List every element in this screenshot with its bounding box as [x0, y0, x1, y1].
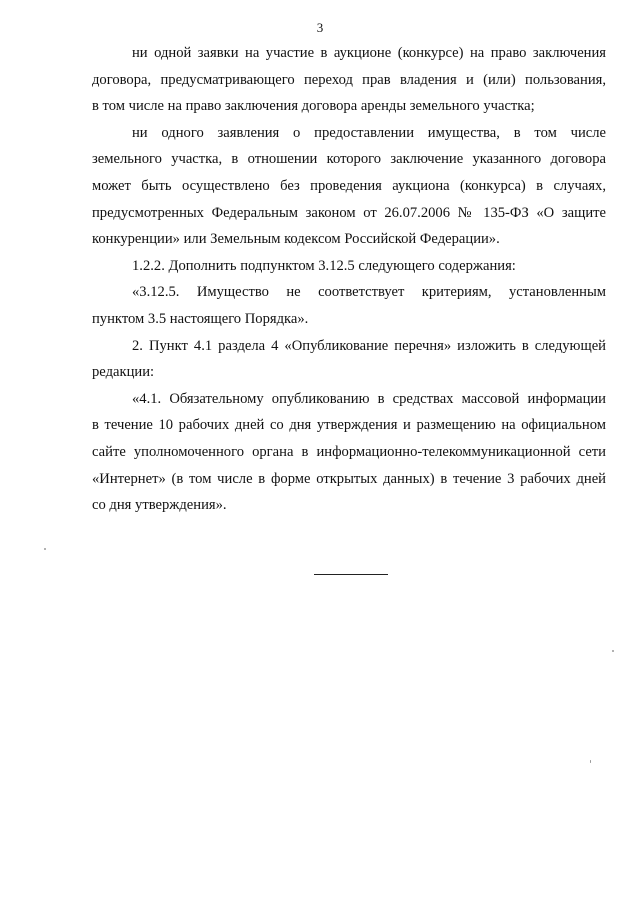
text-line: со дня утверждения».: [92, 497, 227, 514]
end-of-text-rule: [314, 574, 388, 575]
text-line: редакции:: [92, 364, 155, 381]
text-line: ни одной заявки на участие в аукционе (конкурсе) на право заключения: [132, 45, 606, 61]
text-line: сайте уполномоченного органа в информационно-телекоммуникационной сети: [92, 443, 606, 460]
scan-artifact: [44, 548, 46, 550]
paragraph: [92, 120, 606, 253]
text-line: «3.12.5. Имущество не соответствует критериям, установленным: [132, 284, 606, 301]
text-line: конкуренции» или Земельным кодексом Российской Федерации».: [92, 231, 500, 248]
text-line: «Интернет» (в том числе в форме открытых данных) в течение 3 рабочих дней: [92, 470, 606, 487]
page-number: 3: [316, 20, 324, 35]
text-line: ни одного заявления о предоставлении имущества, в том числе: [132, 124, 606, 141]
paragraph: [92, 40, 606, 120]
scan-artifact: [590, 760, 591, 763]
document-body: [92, 40, 606, 519]
text-line: 2. Пункт 4.1 раздела 4 «Опубликование перечня» изложить в следующей: [132, 337, 606, 354]
paragraph: [92, 386, 606, 519]
paragraph: [92, 253, 606, 280]
text-line: 1.2.2. Дополнить подпунктом 3.12.5 следующего содержания:: [132, 257, 516, 274]
text-line: предусмотренных Федеральным законом от 26.07.2006 № 135-ФЗ «О защите: [92, 204, 606, 221]
text-line: «4.1. Обязательному опубликованию в средствах массовой информации: [132, 390, 606, 407]
paragraph: [92, 333, 606, 386]
scan-artifact: [612, 650, 614, 652]
text-line: может быть осуществлено без проведения аукциона (конкурса) в случаях,: [92, 177, 606, 194]
paragraph: [92, 279, 606, 332]
text-line: договора, предусматривающего переход прав владения и (или) пользования,: [92, 71, 606, 88]
text-line: пунктом 3.5 настоящего Порядка».: [92, 310, 309, 327]
text-line: земельного участка, в отношении которого заключение указанного договора: [92, 151, 606, 168]
text-line: в течение 10 рабочих дней со дня утверждения и размещению на официальном: [92, 417, 606, 434]
text-line: в том числе на право заключения договора аренды земельного участка;: [92, 98, 535, 115]
